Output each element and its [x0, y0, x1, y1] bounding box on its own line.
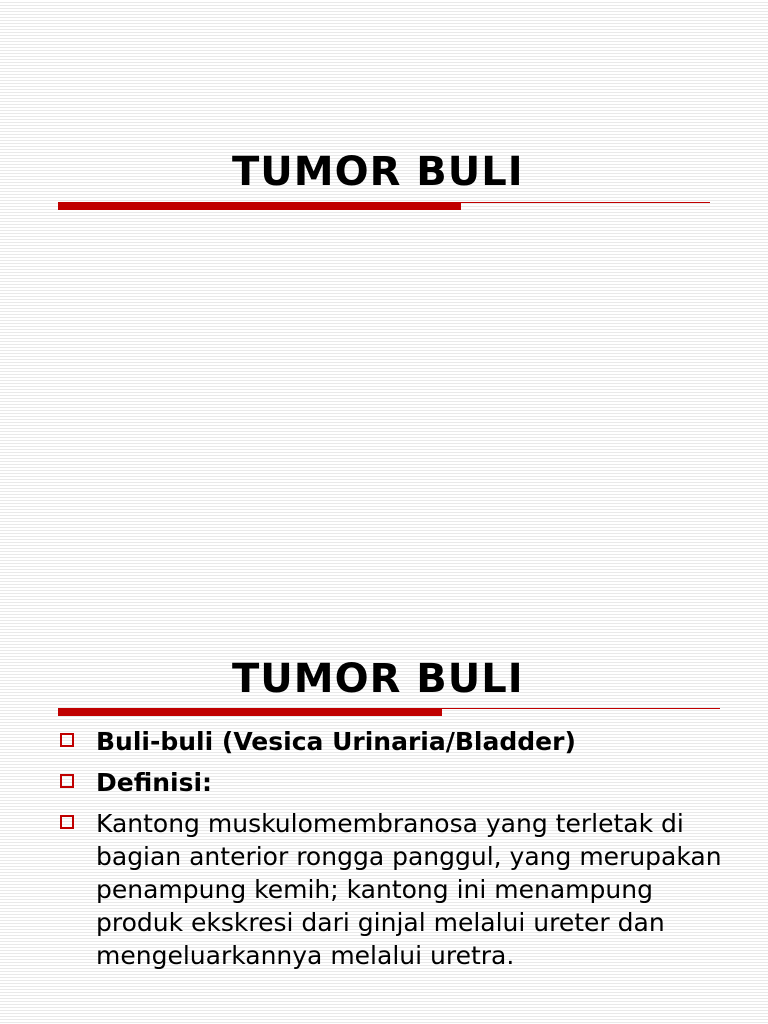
bullet-item	[58, 725, 728, 758]
bullet-item	[58, 807, 728, 972]
title-underline	[58, 202, 710, 210]
slide-title: TUMOR BULI	[232, 149, 524, 195]
bullet-text: Definisi:	[96, 768, 213, 797]
slide-2	[0, 632, 768, 1024]
title-underline-thick	[58, 202, 461, 210]
hollow-square-bullet-icon	[60, 774, 74, 788]
bullet-text: Buli-buli (Vesica Urinaria/Bladder)	[96, 727, 576, 756]
title-underline	[58, 708, 720, 716]
bullet-list	[58, 725, 728, 980]
hollow-square-bullet-icon	[60, 733, 74, 747]
hollow-square-bullet-icon	[60, 815, 74, 829]
slide-title: TUMOR BULI	[232, 656, 524, 702]
title-underline-thick	[58, 708, 442, 716]
bullet-text: Kantong muskulomembranosa yang terletak di bagian anterior rongga panggul, yang merupakan penampung kemih; kantong ini menampung produk ekskresi dari ginjal melalui ureter dan mengeluarkannya melalui uretra.	[96, 809, 722, 970]
bullet-item	[58, 766, 728, 799]
